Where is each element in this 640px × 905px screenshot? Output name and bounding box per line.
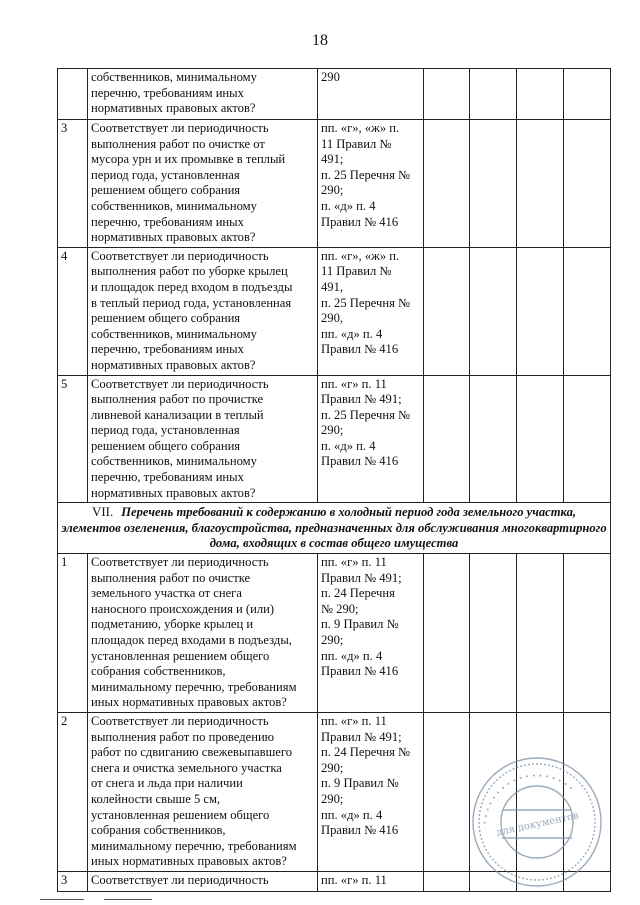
legal-reference: пп. «г» п. 11 xyxy=(318,872,424,892)
table-row xyxy=(58,375,611,503)
answer-cell xyxy=(470,69,517,120)
page-number: 18 xyxy=(312,32,328,49)
requirement-text: Соответствует ли периодичность выполнения работ по очистке земельного участка от снега наносного происхождения и (или) подметанию, уборке крылец и площадок перед входами в подъезды, установленная решением общего собрания собственников, минимальному перечню, требованиям иных нормативных правовых актов? xyxy=(88,554,318,713)
answer-cell xyxy=(424,375,470,503)
table-row xyxy=(58,120,611,248)
requirement-text: Соответствует ли периодичность xyxy=(88,872,318,892)
legal-reference: пп. «г» п. 11 Правил № 491; п. 24 Перечня № 290; п. 9 Правил № 290; пп. «д» п. 4 Правил № 416 xyxy=(318,554,424,713)
svg-text:• • • • • • • • • • • • • • •: • • • • • • • • • • • • • • • • • • xyxy=(481,771,575,826)
legal-reference: пп. «г» п. 11 Правил № 491; п. 24 Перечня № 290; п. 9 Правил № 290; пп. «д» п. 4 Правил № 416 xyxy=(318,713,424,872)
answer-cell xyxy=(517,375,564,503)
answer-cell xyxy=(424,69,470,120)
answer-cell xyxy=(424,247,470,375)
legal-reference: 290 xyxy=(318,69,424,120)
answer-cell xyxy=(564,554,611,713)
table-row xyxy=(58,247,611,375)
answer-cell xyxy=(470,375,517,503)
row-number: 4 xyxy=(58,247,88,375)
answer-cell xyxy=(564,247,611,375)
requirement-text: Соответствует ли периодичность выполнения работ по уборке крылец и площадок перед входом в подъезды в теплый период года, установленная решением общего собрания собственников, минимальному перечню, требованиям иных нормативных правовых актов? xyxy=(88,247,318,375)
answer-cell xyxy=(517,120,564,248)
seal-text: для документов xyxy=(495,810,580,839)
answer-cell xyxy=(424,554,470,713)
legal-reference: пп. «г» п. 11 Правил № 491; п. 25 Перечня № 290; п. «д» п. 4 Правил № 416 xyxy=(318,375,424,503)
table-row xyxy=(58,554,611,713)
row-number: 3 xyxy=(58,120,88,248)
footnote-rule xyxy=(104,899,152,900)
legal-reference: пп. «г», «ж» п. 11 Правил № 491; п. 25 Перечня № 290; п. «д» п. 4 Правил № 416 xyxy=(318,120,424,248)
answer-cell xyxy=(424,120,470,248)
answer-cell xyxy=(517,69,564,120)
answer-cell xyxy=(517,554,564,713)
table-row xyxy=(58,69,611,120)
row-number: 5 xyxy=(58,375,88,503)
section-header xyxy=(58,503,611,554)
requirement-text: Соответствует ли периодичность выполнения работ по очистке от мусора урн и их промывке в теплый период года, установленная решением общего собрания собственников, минимальному перечню, требованиям иных нормативных правовых актов? xyxy=(88,120,318,248)
requirement-text: Соответствует ли периодичность выполнения работ по проведению работ по сдвиганию свежевыпавшего снега и очистка земельного участка от снега и льда при наличии колейности свыше 5 см, установленная решением общего собрания собственников, минимальному перечню, требованиям иных нормативных правовых актов? xyxy=(88,713,318,872)
row-number: 1 xyxy=(58,554,88,713)
footnote-rule xyxy=(40,899,84,900)
legal-reference: пп. «г», «ж» п. 11 Правил № 491, п. 25 Перечня № 290, пп. «д» п. 4 Правил № 416 xyxy=(318,247,424,375)
row-number: 2 xyxy=(58,713,88,872)
answer-cell xyxy=(517,247,564,375)
requirement-text: собственников, минимальному перечню, требованиям иных нормативных правовых актов? xyxy=(88,69,318,120)
answer-cell xyxy=(564,375,611,503)
answer-cell xyxy=(564,120,611,248)
row-number: 3 xyxy=(58,872,88,892)
requirement-text: Соответствует ли периодичность выполнения работ по прочистке ливневой канализации в теплый период года, установленная решением общего собрания собственников, минимальному перечню, требованиям иных нормативных правовых актов? xyxy=(88,375,318,503)
section-row xyxy=(58,503,611,554)
row-number xyxy=(58,69,88,120)
answer-cell xyxy=(564,69,611,120)
section-number: VII. xyxy=(91,504,114,520)
answer-cell xyxy=(470,247,517,375)
table-body-top xyxy=(58,69,611,503)
answer-cell xyxy=(470,120,517,248)
answer-cell xyxy=(470,554,517,713)
section-title: Перечень требований к содержанию в холодный период года земельного участка, элементов озеленения, благоустройства, предназначенных для обслуживания многоквартирного дома, входящих в состав общего имущества xyxy=(61,505,607,551)
round-seal-stamp xyxy=(462,750,612,890)
section-title-cell xyxy=(58,503,611,554)
